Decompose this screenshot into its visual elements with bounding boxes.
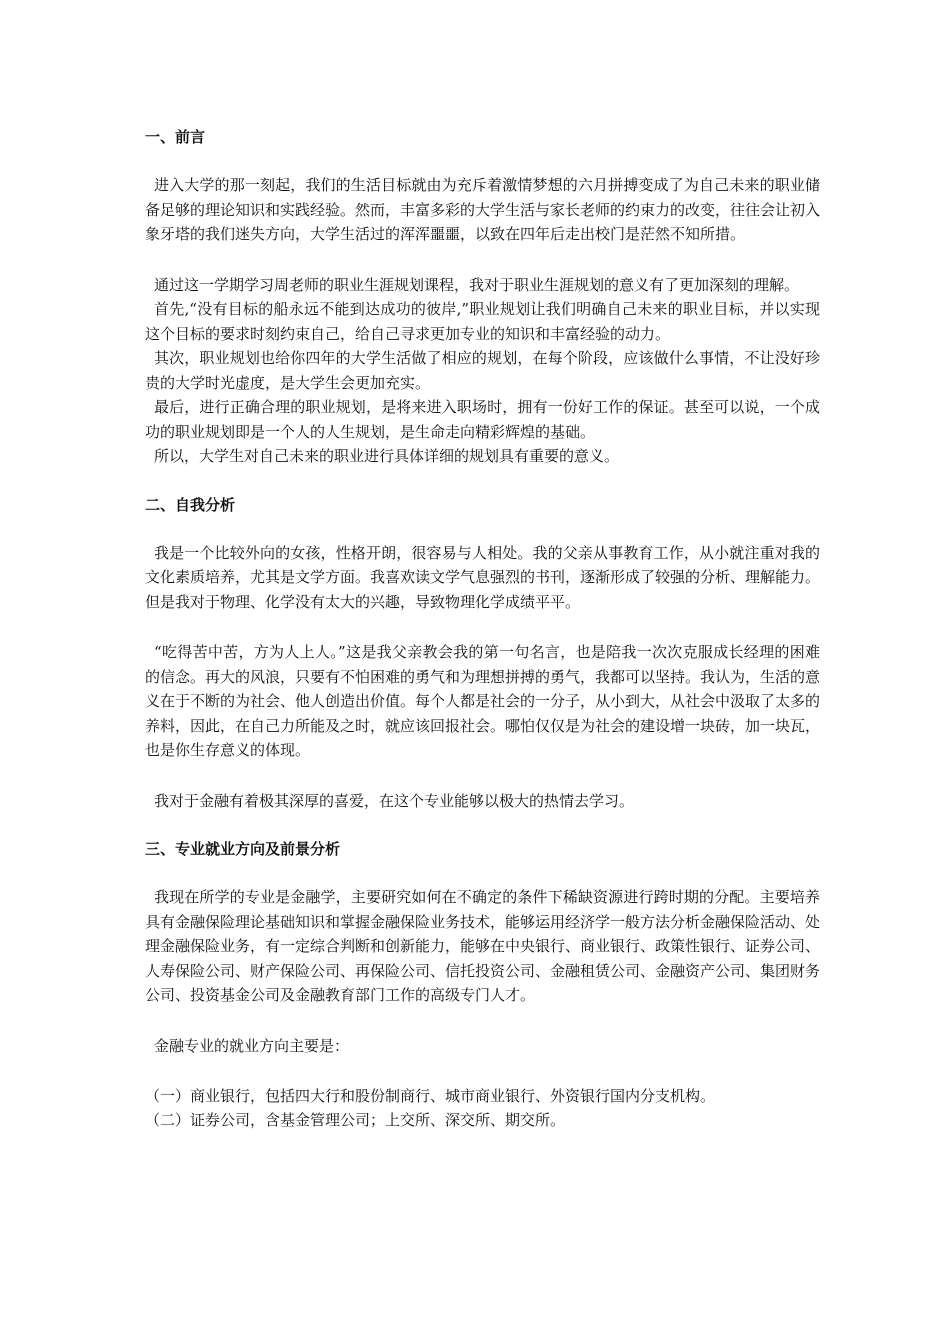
paragraph: 其次，职业规划也给你四年的大学生活做了相应的规划，在每个阶段，应该做什么事情，不让没好珍贵的大学时光虚度，是大学生会更加充实。 (145, 349, 820, 392)
list-item: （二）证券公司，含基金管理公司；上交所、深交所、期交所。 (145, 1111, 566, 1129)
paragraph: 我对于金融有着极其深厚的喜爱，在这个专业能够以极大的热情去学习。 (154, 791, 635, 810)
paragraph: 最后，进行正确合理的职业规划，是将来进入职场时，拥有一份好工作的保证。甚至可以说，一个成功的职业规划即是一个人的人生规划，是生命走向精彩辉煌的基础。 (145, 398, 820, 441)
paragraph: 通过这一学期学习周老师的职业生涯规划课程，我对于职业生涯规划的意义有了更加深刻的理解。 (154, 275, 800, 294)
paragraph: 金融专业的就业方向主要是： (154, 1036, 350, 1055)
paragraph: 所以，大学生对自己未来的职业进行具体详细的规划具有重要的意义。 (154, 447, 620, 465)
section-heading-career-outlook: 三、专业就业方向及前景分析 (145, 840, 341, 858)
document-page (145, 125, 820, 1132)
section-heading-self-analysis: 二、自我分析 (145, 495, 236, 514)
paragraph: 我现在所学的专业是金融学，主要研究如何在不确定的条件下稀缺资源进行跨时期的分配。主要培养具有金融保险理论基础知识和掌握金融保险业务技术，能够运用经济学一般方法分析金融保险活动、处理金融保险业务，有一定综合判断和创新能力，能够在中央银行、商业银行、政策性银行、证券公司、人寿保险公司、财产保险公司、再保险公司、信托投资公司、金融租赁公司、金融资产公司、集团财务公司、投资基金公司及金融教育部门工作的高级专门人才。 (145, 888, 821, 1004)
paragraph: 进入大学的那一刻起，我们的生活目标就由为充斥着激情梦想的六月拼搏变成了为自己未来的职业储备足够的理论知识和实践经验。然而，丰富多彩的大学生活与家长老师的约束力的改变，往往会让初入象牙塔的我们迷失方向，大学生活过的浑浑噩噩，以致在四年后走出校门是茫然不知所措。 (145, 176, 821, 243)
paragraph: 我是一个比较外向的女孩，性格开朗，很容易与人相处。我的父亲从事教育工作，从小就注重对我的文化素质培养，尤其是文学方面。我喜欢读文学气息强烈的书刊，逐渐形成了较强的分析、理解能力。但是我对于物理、化学没有太大的兴趣，导致物理化学成绩平平。 (145, 543, 821, 611)
paragraph: “吃得苦中苦，方为人上人。”这是我父亲教会我的第一句名言，也是陪我一次次克服成长经理的困难的信念。再大的风浪，只要有不怕困难的勇气和为理想拼搏的勇气，我都可以坚持。我认为，生活的意义在于不断的为社会、他人创造出价值。每个人都是社会的一分子，从小到大，从社会中汲取了太多的养料，因此，在自己力所能及之时，就应该回报社会。哪怕仅仅是为社会的建设增一块砖，加一块瓦，也是你生存意义的体现。 (145, 643, 821, 759)
paragraph: 首先,“没有目标的船永远不能到达成功的彼岸,”职业规划让我们明确自己未来的职业目标，并以实现这个目标的要求时刻约束自己，给自己寻求更加专业的知识和丰富经验的动力。 (145, 300, 820, 343)
list-item: （一）商业银行，包括四大行和股份制商行、城市商业银行、外资银行国内分支机构。 (145, 1087, 716, 1105)
section-heading-preface: 一、前言 (145, 128, 206, 146)
